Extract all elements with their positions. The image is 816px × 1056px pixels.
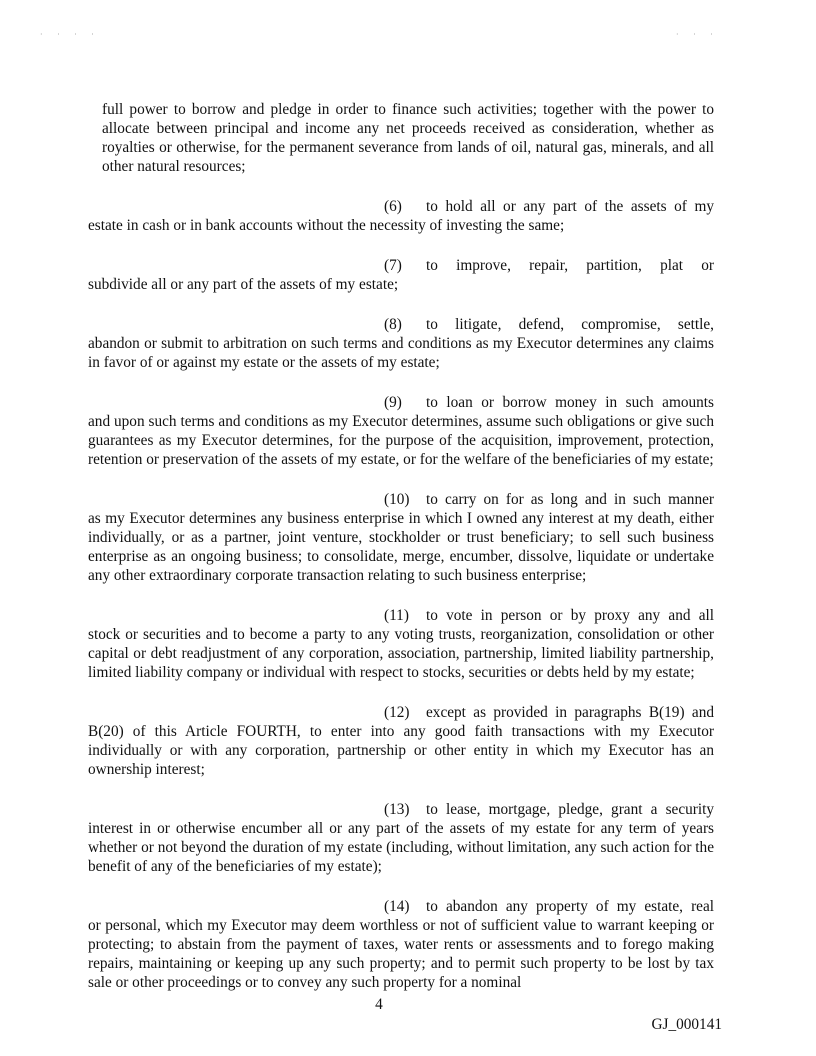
paragraph-lead-text: to hold all or any part of the assets of my xyxy=(426,198,714,215)
paragraph-number: (14) xyxy=(384,898,410,915)
paragraph-lead-text: to vote in person or by proxy any and all xyxy=(426,607,714,624)
paragraph-14 xyxy=(88,897,714,992)
page-number: 4 xyxy=(375,996,383,1013)
paragraph-lead-text: to abandon any property of my estate, real xyxy=(426,898,714,915)
document-id: GJ_000141 xyxy=(651,1016,722,1033)
scan-specks: · · · xyxy=(676,30,719,39)
paragraph-first-line xyxy=(88,606,714,625)
paragraph-continuation: and upon such terms and conditions as my Executor determines, assume such obligations or give such guarantees as my Executor determines, for the purpose of the acquisition, improvement, protection, retention or preservation of the assets of my estate, or for the welfare of the beneficiaries of my estate; xyxy=(88,413,714,468)
paragraph-lead-text: to loan or borrow money in such amounts xyxy=(426,394,714,411)
paragraph-continuation: B(20) of this Article FOURTH, to enter into any good faith transactions with my Executor individually or with any corporation, partnership or other entity in which my Executor has an ownership interest; xyxy=(88,723,714,778)
paragraph-number: (8) xyxy=(384,316,402,333)
paragraph-first-line xyxy=(88,800,714,819)
paragraph-continuation: stock or securities and to become a party to any voting trusts, reorganization, consolidation or other capital or debt readjustment of any corporation, association, partnership, limited liability partnership, limited liability company or individual with respect to stocks, securities or debts held by my estate; xyxy=(88,626,714,681)
paragraph-first-line xyxy=(88,703,714,722)
paragraph-number: (10) xyxy=(384,491,410,508)
paragraph-lead-text: to litigate, defend, compromise, settle, xyxy=(426,316,714,333)
paragraph-6 xyxy=(88,197,714,235)
paragraph-9 xyxy=(88,393,714,469)
paragraph-number: (9) xyxy=(384,394,402,411)
paragraph-first-line xyxy=(88,197,714,216)
paragraph-lead-text: to improve, repair, partition, plat or xyxy=(426,257,714,274)
paragraph-number: (12) xyxy=(384,704,410,721)
paragraph-continuation: subdivide all or any part of the assets of my estate; xyxy=(88,276,399,293)
paragraph-11 xyxy=(88,606,714,682)
paragraph-continuation: abandon or submit to arbitration on such terms and conditions as my Executor determines any claims in favor of or against my estate or the assets of my estate; xyxy=(88,335,714,371)
paragraph-continuation: interest in or otherwise encumber all or any part of the assets of my estate for any term of years whether or not beyond the duration of my estate (including, without limitation, any such action for the benefit of any of the beneficiaries of my estate); xyxy=(88,820,714,875)
paragraph-first-line xyxy=(88,393,714,412)
paragraph-lead-text: to lease, mortgage, pledge, grant a security xyxy=(426,801,714,818)
paragraph-8 xyxy=(88,315,714,372)
intro-paragraph: full power to borrow and pledge in order to finance such activities; together with the power to allocate between principal and income any net proceeds received as consideration, whether as royalties or otherwise, for the permanent severance from lands of oil, natural gas, minerals, and all other natural resources; xyxy=(102,101,714,175)
paragraph-continuation: estate in cash or in bank accounts without the necessity of investing the same; xyxy=(88,217,565,234)
scan-specks: · · · · xyxy=(40,30,100,39)
paragraph-12 xyxy=(88,703,714,779)
paragraph-first-line xyxy=(88,490,714,509)
paragraph-number: (6) xyxy=(384,198,402,215)
paragraph-continuation: as my Executor determines any business enterprise in which I owned any interest at my death, either individually, or as a partner, joint venture, stockholder or trust beneficiary; to sell such business enterprise as an ongoing business; to consolidate, merge, encumber, dissolve, liquidate or undertake any other extraordinary corporate transaction relating to such business enterprise; xyxy=(88,510,714,584)
paragraph-10 xyxy=(88,490,714,585)
paragraph-lead-text: to carry on for as long and in such manner xyxy=(426,491,714,508)
paragraph-first-line xyxy=(88,897,714,916)
paragraph-continuation: or personal, which my Executor may deem worthless or not of sufficient value to warrant keeping or protecting; to abstain from the payment of taxes, water rents or assessments and to forego making repairs, maintaining or keeping up any such property; and to permit such property to be lost by tax sale or other proceedings or to convey any such property for a nominal xyxy=(88,917,714,991)
paragraph-7 xyxy=(88,256,714,294)
paragraph-first-line xyxy=(88,315,714,334)
body-text xyxy=(88,100,714,992)
paragraph-number: (11) xyxy=(384,607,409,624)
paragraph-13 xyxy=(88,800,714,876)
paragraph-number: (7) xyxy=(384,257,402,274)
paragraph-lead-text: except as provided in paragraphs B(19) and xyxy=(426,704,714,721)
numbered-paragraphs xyxy=(88,197,714,992)
paragraph-first-line xyxy=(88,256,714,275)
paragraph-number: (13) xyxy=(384,801,410,818)
